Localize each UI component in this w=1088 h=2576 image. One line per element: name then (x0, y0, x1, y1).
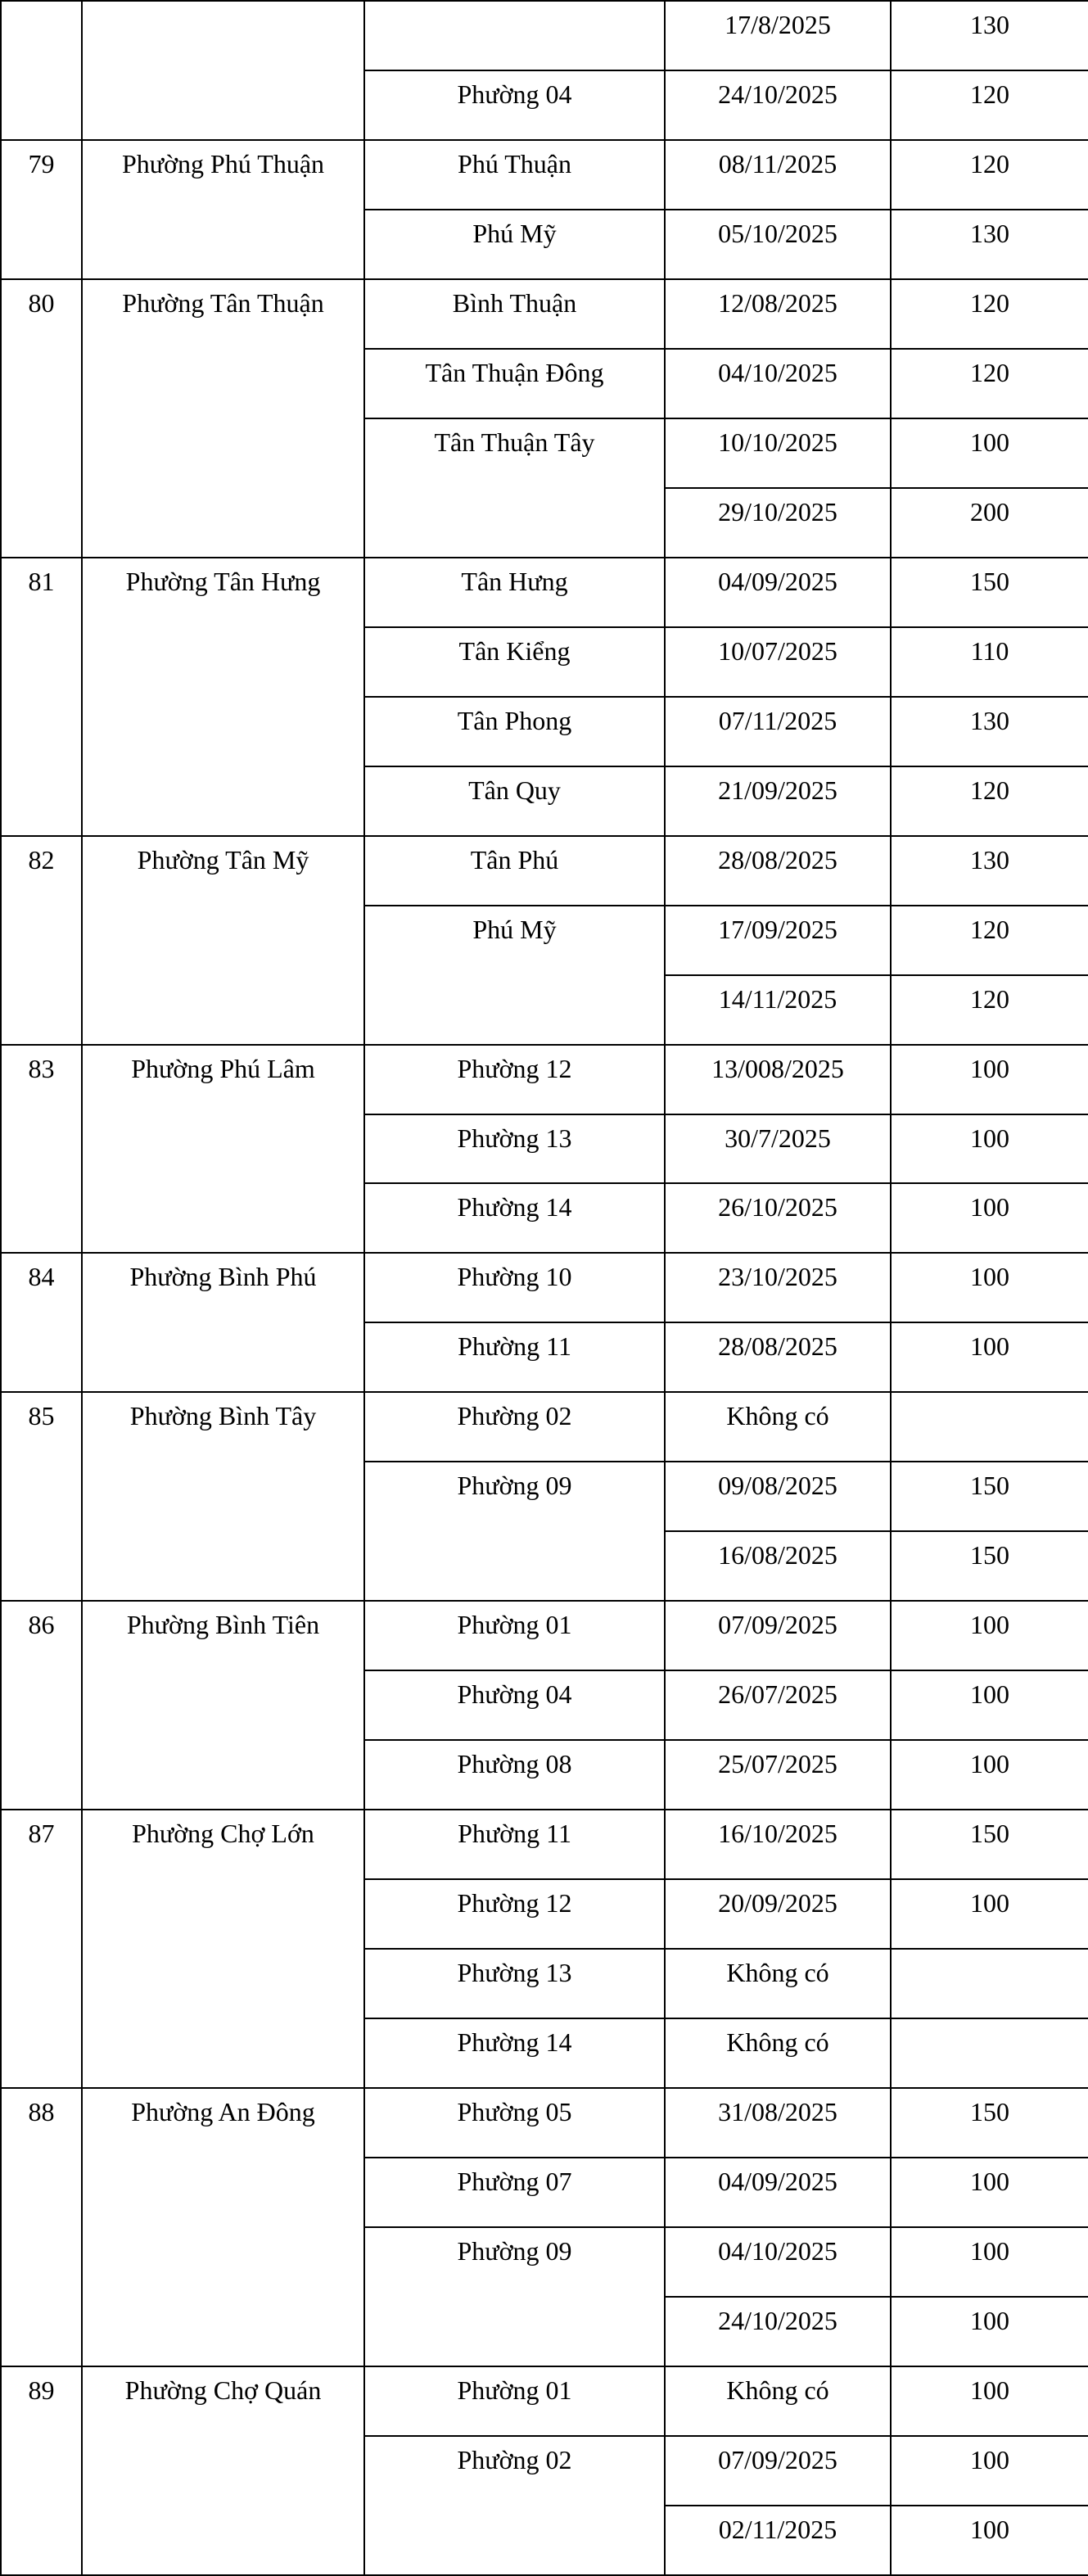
ward-name-cell (82, 1, 364, 140)
table-row (1, 836, 1088, 906)
quantity-cell: 120 (891, 279, 1088, 349)
date-cell: 09/08/2025 (665, 1462, 891, 1531)
date-cell: 10/07/2025 (665, 627, 891, 697)
row-number-cell: 83 (1, 1045, 82, 1254)
quantity-cell: 100 (891, 2506, 1088, 2575)
old-ward-cell: Phường 08 (364, 1740, 665, 1810)
quantity-cell: 100 (891, 1879, 1088, 1949)
ward-name-cell: Phường Tân Thuận (82, 279, 364, 558)
date-cell: 05/10/2025 (665, 210, 891, 279)
old-ward-cell: Phường 09 (364, 1462, 665, 1601)
quantity-cell: 100 (891, 1601, 1088, 1670)
old-ward-cell: Tân Kiểng (364, 627, 665, 697)
table-row (1, 279, 1088, 349)
date-cell: 17/09/2025 (665, 906, 891, 975)
quantity-cell: 110 (891, 627, 1088, 697)
old-ward-cell: Phường 12 (364, 1045, 665, 1114)
date-cell: 30/7/2025 (665, 1114, 891, 1184)
old-ward-cell: Tân Quy (364, 766, 665, 836)
ward-name-cell: Phường Phú Lâm (82, 1045, 364, 1254)
quantity-cell (891, 1949, 1088, 2018)
quantity-cell: 130 (891, 210, 1088, 279)
quantity-cell: 150 (891, 2088, 1088, 2158)
old-ward-cell: Tân Thuận Đông (364, 349, 665, 418)
date-cell: 07/09/2025 (665, 2436, 891, 2506)
row-number-cell: 88 (1, 2088, 82, 2366)
old-ward-cell: Phường 14 (364, 2018, 665, 2088)
old-ward-cell: Bình Thuận (364, 279, 665, 349)
date-cell: 16/08/2025 (665, 1531, 891, 1601)
old-ward-cell: Phường 09 (364, 2227, 665, 2366)
quantity-cell: 100 (891, 2366, 1088, 2436)
quantity-cell: 150 (891, 1462, 1088, 1531)
table-body (1, 1, 1088, 2575)
date-cell: 29/10/2025 (665, 488, 891, 558)
date-cell: 04/10/2025 (665, 349, 891, 418)
date-cell: 17/8/2025 (665, 1, 891, 70)
quantity-cell: 150 (891, 1531, 1088, 1601)
old-ward-cell: Phường 01 (364, 2366, 665, 2436)
date-cell: 24/10/2025 (665, 70, 891, 140)
old-ward-cell: Phường 02 (364, 1392, 665, 1462)
quantity-cell: 130 (891, 1, 1088, 70)
date-cell: 20/09/2025 (665, 1879, 891, 1949)
old-ward-cell: Phường 11 (364, 1322, 665, 1392)
quantity-cell: 120 (891, 70, 1088, 140)
date-cell: 10/10/2025 (665, 418, 891, 488)
old-ward-cell: Tân Phong (364, 697, 665, 766)
quantity-cell: 100 (891, 1045, 1088, 1114)
table-row (1, 1810, 1088, 1879)
row-number-cell: 86 (1, 1601, 82, 1810)
quantity-cell: 100 (891, 1183, 1088, 1253)
date-cell: 07/09/2025 (665, 1601, 891, 1670)
date-cell: 04/09/2025 (665, 2158, 891, 2227)
quantity-cell: 120 (891, 906, 1088, 975)
date-cell: Không có (665, 1949, 891, 2018)
ward-name-cell: Phường Bình Tiên (82, 1601, 364, 1810)
date-cell: 28/08/2025 (665, 836, 891, 906)
quantity-cell: 130 (891, 697, 1088, 766)
row-number-cell: 84 (1, 1253, 82, 1392)
ward-name-cell: Phường Bình Tây (82, 1392, 364, 1601)
table-row (1, 1045, 1088, 1114)
quantity-cell: 100 (891, 1114, 1088, 1184)
date-cell: 08/11/2025 (665, 140, 891, 210)
row-number-cell: 79 (1, 140, 82, 279)
ward-name-cell: Phường An Đông (82, 2088, 364, 2366)
quantity-cell: 100 (891, 1322, 1088, 1392)
quantity-cell (891, 2018, 1088, 2088)
row-number-cell: 82 (1, 836, 82, 1045)
date-cell: Không có (665, 2366, 891, 2436)
quantity-cell: 100 (891, 2297, 1088, 2366)
old-ward-cell: Phường 01 (364, 1601, 665, 1670)
quantity-cell: 200 (891, 488, 1088, 558)
old-ward-cell: Phú Mỹ (364, 210, 665, 279)
old-ward-cell: Phường 10 (364, 1253, 665, 1322)
table-row (1, 1392, 1088, 1462)
date-cell: 12/08/2025 (665, 279, 891, 349)
date-cell: 25/07/2025 (665, 1740, 891, 1810)
quantity-cell: 120 (891, 140, 1088, 210)
date-cell: 14/11/2025 (665, 975, 891, 1045)
table-row (1, 1601, 1088, 1670)
row-number-cell: 85 (1, 1392, 82, 1601)
old-ward-cell: Tân Thuận Tây (364, 418, 665, 558)
ward-name-cell: Phường Phú Thuận (82, 140, 364, 279)
ward-name-cell: Phường Bình Phú (82, 1253, 364, 1392)
date-cell: 26/10/2025 (665, 1183, 891, 1253)
date-cell: 24/10/2025 (665, 2297, 891, 2366)
table-row (1, 558, 1088, 627)
ward-name-cell: Phường Tân Mỹ (82, 836, 364, 1045)
row-number-cell (1, 1, 82, 140)
date-cell: 13/008/2025 (665, 1045, 891, 1114)
old-ward-cell: Phường 12 (364, 1879, 665, 1949)
date-cell: 02/11/2025 (665, 2506, 891, 2575)
row-number-cell: 87 (1, 1810, 82, 2088)
old-ward-cell: Phú Thuận (364, 140, 665, 210)
quantity-cell: 150 (891, 558, 1088, 627)
table-row (1, 2366, 1088, 2436)
old-ward-cell: Tân Phú (364, 836, 665, 906)
old-ward-cell: Phường 04 (364, 70, 665, 140)
quantity-cell: 100 (891, 2227, 1088, 2297)
old-ward-cell: Phường 04 (364, 1670, 665, 1740)
date-cell: 23/10/2025 (665, 1253, 891, 1322)
date-cell: Không có (665, 2018, 891, 2088)
quantity-cell: 100 (891, 2436, 1088, 2506)
quantity-cell: 100 (891, 1740, 1088, 1810)
old-ward-cell: Phường 11 (364, 1810, 665, 1879)
table-row (1, 1, 1088, 70)
old-ward-cell: Phường 13 (364, 1949, 665, 2018)
date-cell: 21/09/2025 (665, 766, 891, 836)
quantity-cell: 100 (891, 2158, 1088, 2227)
old-ward-cell: Phú Mỹ (364, 906, 665, 1045)
date-cell: 16/10/2025 (665, 1810, 891, 1879)
quantity-cell: 100 (891, 418, 1088, 488)
date-cell: 04/10/2025 (665, 2227, 891, 2297)
old-ward-cell: Phường 05 (364, 2088, 665, 2158)
table-row (1, 140, 1088, 210)
ward-name-cell: Phường Tân Hưng (82, 558, 364, 836)
table-row (1, 1253, 1088, 1322)
quantity-cell: 100 (891, 1253, 1088, 1322)
row-number-cell: 80 (1, 279, 82, 558)
ward-name-cell: Phường Chợ Lớn (82, 1810, 364, 2088)
old-ward-cell: Phường 14 (364, 1183, 665, 1253)
quantity-cell: 120 (891, 766, 1088, 836)
quantity-cell: 130 (891, 836, 1088, 906)
ward-name-cell: Phường Chợ Quán (82, 2366, 364, 2575)
date-cell: 28/08/2025 (665, 1322, 891, 1392)
date-cell: 26/07/2025 (665, 1670, 891, 1740)
old-ward-cell: Phường 07 (364, 2158, 665, 2227)
quantity-cell: 150 (891, 1810, 1088, 1879)
quantity-cell (891, 1392, 1088, 1462)
row-number-cell: 89 (1, 2366, 82, 2575)
quantity-cell: 120 (891, 975, 1088, 1045)
old-ward-cell: Phường 02 (364, 2436, 665, 2575)
date-cell: 07/11/2025 (665, 697, 891, 766)
old-ward-cell: Tân Hưng (364, 558, 665, 627)
quantity-cell: 120 (891, 349, 1088, 418)
date-cell: Không có (665, 1392, 891, 1462)
row-number-cell: 81 (1, 558, 82, 836)
table-row (1, 2088, 1088, 2158)
date-cell: 04/09/2025 (665, 558, 891, 627)
old-ward-cell (364, 1, 665, 70)
quantity-cell: 100 (891, 1670, 1088, 1740)
date-cell: 31/08/2025 (665, 2088, 891, 2158)
old-ward-cell: Phường 13 (364, 1114, 665, 1184)
